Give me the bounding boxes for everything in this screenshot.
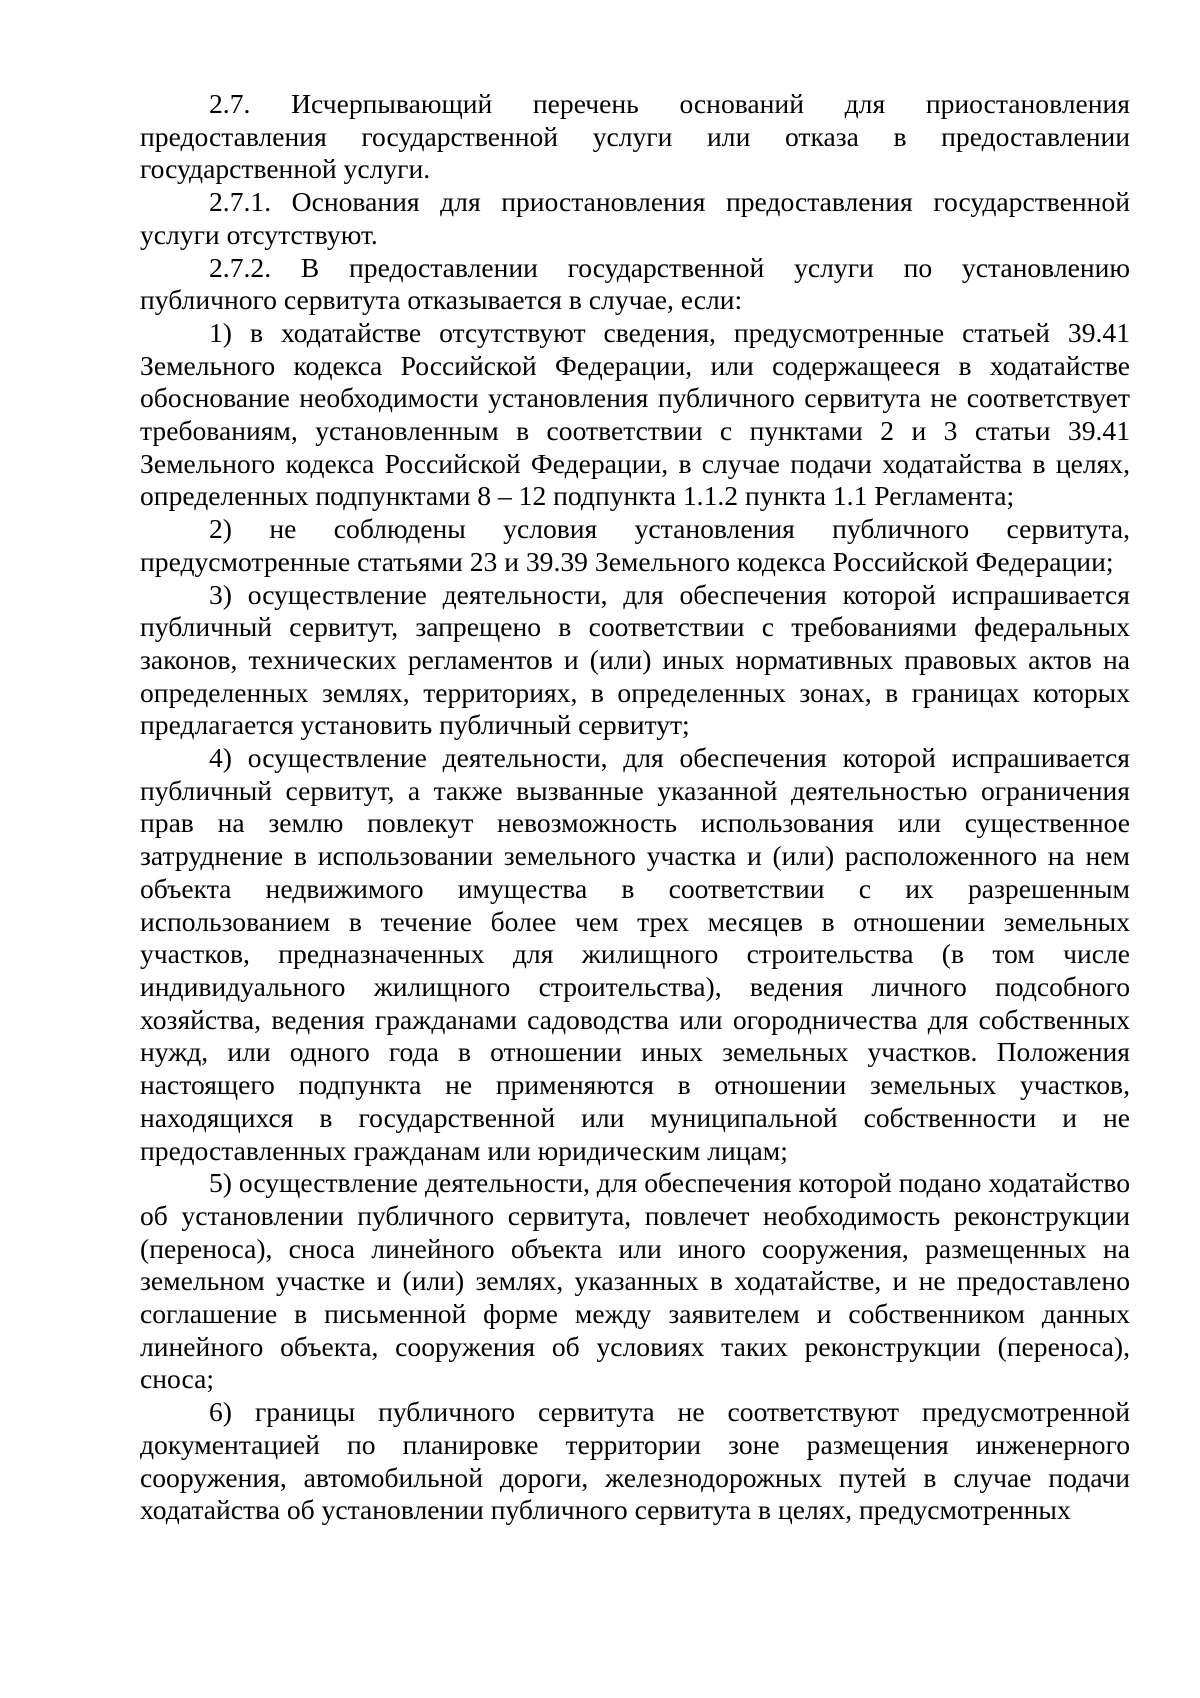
list-item-4: 4) осуществление деятельности, для обеспечения которой испрашивается публичный сервитут, а также вызванные указанной деятельностью ограничения прав на землю повлекут невозможность использования или существенное затруднение в использовании земельного участка и (или) расположенного на нем объекта недвижимого имущества в соответствии с их разрешенным использованием в течение более чем трех месяцев в отношении земельных участков, предназначенных для жилищного строительства (в том числе индивидуального жилищного строительства), ведения личного подсобного хозяйства, ведения гражданами садоводства или огородничества для собственных нужд, или одного года в отношении иных земельных участков. Положения настоящего подпункта не применяются в отношении земельных участков, находящихся в государственной или муниципальной собственности и не предоставленных гражданам или юридическим лицам; <box>140 742 1130 1166</box>
document-page <box>140 88 1130 1527</box>
list-item-3: 3) осуществление деятельности, для обеспечения которой испрашивается публичный сервитут, запрещено в соответствии с требованиями федеральных законов, технических регламентов и (или) иных нормативных правовых актов на определенных землях, территориях, в определенных зонах, в границах которых предлагается установить публичный сервитут; <box>140 578 1130 741</box>
paragraph-2-7: 2.7. Исчерпывающий перечень оснований для приостановления предоставления государственной услуги или отказа в предоставлении государственной услуги. <box>140 88 1130 185</box>
list-item-6: 6) границы публичного сервитута не соответствуют предусмотренной документацией по планировке территории зоне размещения инженерного сооружения, автомобильной дороги, железнодорожных путей в случае подачи ходатайства об установлении публичного сервитута в целях, предусмотренных <box>140 1396 1130 1526</box>
paragraph-2-7-2: 2.7.2. В предоставлении государственной услуги по установлению публичного сервитута отказывается в случае, если: <box>140 251 1130 316</box>
list-item-2: 2) не соблюдены условия установления публичного сервитута, предусмотренные статьями 23 и 39.39 Земельного кодекса Российской Федерации; <box>140 513 1130 577</box>
list-item-1: 1) в ходатайстве отсутствуют сведения, предусмотренные статьей 39.41 Земельного кодекса Российской Федерации, или содержащееся в ходатайстве обоснование необходимости установления публичного сервитута не соответствует требованиям, установленным в соответствии с пунктами 2 и 3 статьи 39.41 Земельного кодекса Российской Федерации, в случае подачи ходатайства в целях, определенных подпунктами 8 – 12 подпункта 1.1.2 пункта 1.1 Регламента; <box>140 316 1130 512</box>
paragraph-2-7-1: 2.7.1. Основания для приостановления предоставления государственной услуги отсутствуют. <box>140 186 1130 250</box>
list-item-5: 5) осуществление деятельности, для обеспечения которой подано ходатайство об установлении публичного сервитута, повлечет необходимость реконструкции (переноса), сноса линейного объекта или иного сооружения, размещенных на земельном участке и (или) землях, указанных в ходатайстве, и не предоставлено соглашение в письменной форме между заявителем и собственником данных линейного объекта, сооружения об условиях таких реконструкции (переноса), сноса; <box>140 1167 1130 1395</box>
